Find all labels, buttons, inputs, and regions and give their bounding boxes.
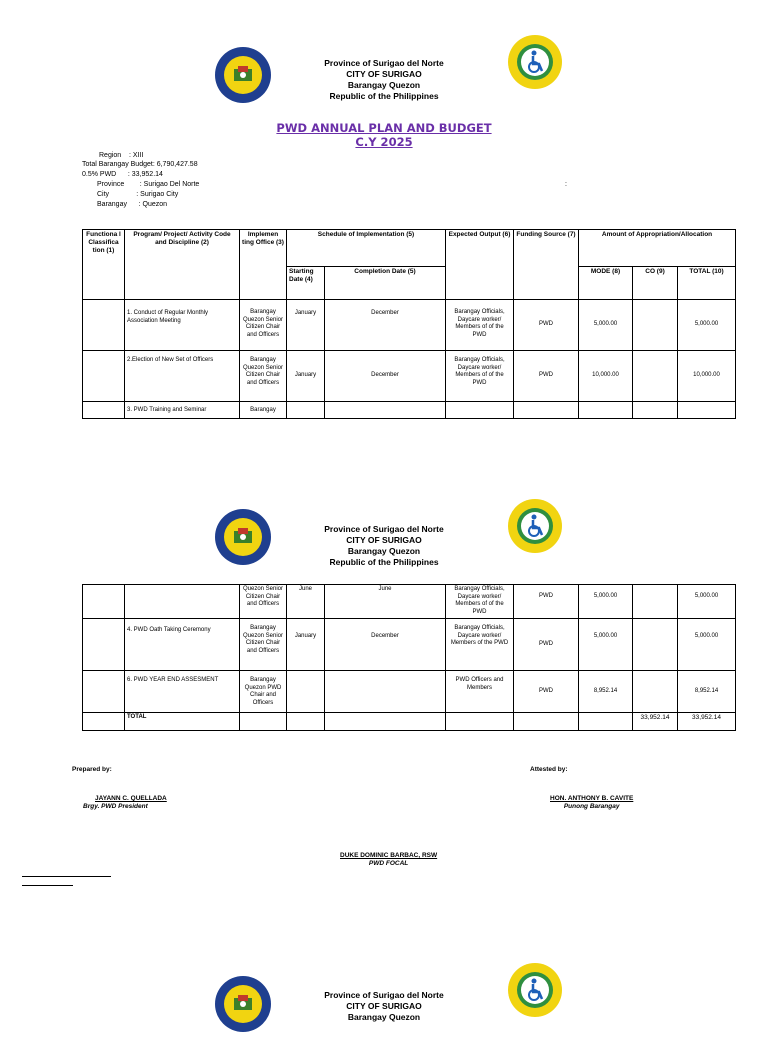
program-cell: 2.Election of New Set of Officers — [125, 351, 240, 402]
functional-cell — [83, 585, 125, 619]
header-republic: Republic of the Philippines — [329, 91, 439, 101]
header-city: CITY OF SURIGAO — [346, 1001, 422, 1011]
completion-cell: December — [325, 351, 446, 402]
co-cell — [633, 351, 678, 402]
pwd-seal-logo — [507, 34, 563, 90]
funding-cell — [514, 713, 579, 731]
functional-cell — [83, 402, 125, 419]
start-cell: January — [287, 351, 325, 402]
plan-title — [0, 121, 768, 149]
table-row — [83, 585, 736, 619]
col-functional-header: Functiona l Classifica tion (1) — [83, 230, 125, 300]
completion-cell: June — [325, 585, 446, 619]
office-cell: Quezon Senior Citizen Chair and Officers — [240, 585, 287, 619]
col-office-header: Implemen ting Office (3) — [240, 230, 287, 300]
title-line-1: PWD ANNUAL PLAN AND BUDGET — [276, 121, 492, 135]
focal-position: PWD FOCAL — [368, 860, 409, 867]
funding-cell: PWD — [514, 619, 579, 671]
col-completion-header: Completion Date (5) — [325, 267, 446, 300]
total-cell: 5,000.00 — [678, 300, 736, 351]
col-starting-header: Starting Date (4) — [287, 267, 325, 300]
completion-cell: December — [325, 300, 446, 351]
office-cell: Barangay Quezon PWD Chair and Officers — [240, 671, 287, 713]
functional-cell — [83, 619, 125, 671]
co-cell — [633, 585, 678, 619]
col-mode-header: MODE (8) — [579, 267, 633, 300]
col-funding-header: Funding Source (7) — [514, 230, 579, 300]
attested-name: HON. ANTHONY B. CAVITE — [550, 795, 634, 802]
start-cell — [287, 713, 325, 731]
prepared-signatory — [83, 795, 167, 811]
output-cell: Barangay Officials, Daycare worker/ Members of of the PWD — [446, 351, 514, 402]
header-province: Province of Surigao del Norte — [324, 58, 444, 68]
mode-cell: 8,952.14 — [579, 671, 633, 713]
table-row — [83, 619, 736, 671]
funding-cell: PWD — [514, 351, 579, 402]
total-cell: 5,000.00 — [678, 585, 736, 619]
header-province: Province of Surigao del Norte — [324, 990, 444, 1000]
col-schedule-header: Schedule of Implementation (5) — [287, 230, 446, 267]
pwd-share-line: 0.5% PWD : 33,952.14 — [82, 171, 163, 178]
program-cell: 6. PWD YEAR END ASSESMENT — [125, 671, 240, 713]
output-cell — [446, 713, 514, 731]
signature-line — [22, 876, 111, 877]
mode-cell — [579, 402, 633, 419]
attested-position: Punong Barangay — [563, 803, 620, 810]
barangay-line: Barangay : Quezon — [97, 201, 168, 208]
output-cell: PWD Officers and Members — [446, 671, 514, 713]
table-row — [83, 402, 736, 419]
focal-signatory — [340, 852, 437, 868]
prepared-position: Brgy. PWD President — [83, 803, 148, 810]
col-co-header: CO (9) — [633, 267, 678, 300]
co-cell — [633, 300, 678, 351]
prepared-by-label: Prepared by: — [72, 766, 112, 773]
output-cell: Barangay Officials, Daycare worker/ Members of of the PWD — [446, 300, 514, 351]
table-row — [83, 351, 736, 402]
total-cell — [678, 402, 736, 419]
funding-cell — [514, 402, 579, 419]
plan-table-page1 — [82, 229, 736, 419]
col-amount-header: Amount of Appropriation/Allocation — [579, 230, 736, 267]
focal-name: DUKE DOMINIC BARBAC, RSW — [340, 852, 438, 859]
funding-cell: PWD — [514, 585, 579, 619]
page3-header — [0, 990, 768, 1023]
mode-cell: 5,000.00 — [579, 585, 633, 619]
mode-cell: 5,000.00 — [579, 300, 633, 351]
header-city: CITY OF SURIGAO — [346, 69, 422, 79]
co-cell — [633, 671, 678, 713]
col-output-header: Expected Output (6) — [446, 230, 514, 300]
stray-colon: : — [565, 181, 567, 188]
page2-header — [0, 524, 768, 568]
attested-signatory — [550, 795, 633, 811]
prepared-name: JAYANN C. QUELLADA — [95, 795, 167, 802]
completion-cell — [325, 402, 446, 419]
header-barangay: Barangay Quezon — [347, 1012, 421, 1022]
total-co-cell: 33,952.14 — [633, 713, 678, 731]
start-cell: January — [287, 619, 325, 671]
table-row — [83, 300, 736, 351]
program-cell: 1. Conduct of Regular Monthly Association Meeting — [125, 300, 240, 351]
co-cell — [633, 619, 678, 671]
functional-cell — [83, 671, 125, 713]
attested-by-label: Attested by: — [530, 766, 568, 773]
header-city: CITY OF SURIGAO — [346, 535, 422, 545]
completion-cell — [325, 671, 446, 713]
header-republic: Republic of the Philippines — [329, 557, 439, 567]
mode-cell: 10,000.00 — [579, 351, 633, 402]
office-cell: Barangay Quezon Senior Citizen Chair and Officers — [240, 351, 287, 402]
grand-total-cell: 33,952.14 — [678, 713, 736, 731]
col-total-header: TOTAL (10) — [678, 267, 736, 300]
col-program-header: Program/ Project/ Activity Code and Discipline (2) — [125, 230, 240, 300]
output-cell: Barangay Officials, Daycare worker/ Members of of the PWD — [446, 585, 514, 619]
functional-cell — [83, 713, 125, 731]
office-cell: Barangay Quezon Senior Citizen Chair and Officers — [240, 619, 287, 671]
output-cell: Barangay Officials, Daycare worker/ Members of the PWD — [446, 619, 514, 671]
start-cell: January — [287, 300, 325, 351]
signature-line-short — [22, 885, 73, 886]
program-cell — [125, 585, 240, 619]
functional-cell — [83, 300, 125, 351]
header-barangay: Barangay Quezon — [347, 80, 421, 90]
start-cell — [287, 402, 325, 419]
funding-cell: PWD — [514, 300, 579, 351]
pwd-seal-logo — [507, 498, 563, 554]
page1-header — [0, 58, 768, 102]
co-cell — [633, 402, 678, 419]
total-cell: 8,952.14 — [678, 671, 736, 713]
header-province: Province of Surigao del Norte — [324, 524, 444, 534]
completion-cell: December — [325, 619, 446, 671]
total-cell: 10,000.00 — [678, 351, 736, 402]
plan-table-page2 — [82, 584, 736, 731]
header-barangay: Barangay Quezon — [347, 546, 421, 556]
program-cell: 4. PWD Oath Taking Ceremony — [125, 619, 240, 671]
total-budget-line: Total Barangay Budget: 6,790,427.58 — [82, 161, 198, 168]
total-cell: 5,000.00 — [678, 619, 736, 671]
mode-cell: 5,000.00 — [579, 619, 633, 671]
office-cell: Barangay Quezon Senior Citizen Chair and Officers — [240, 300, 287, 351]
funding-cell: PWD — [514, 671, 579, 713]
total-row — [83, 713, 736, 731]
completion-cell — [325, 713, 446, 731]
pwd-seal-logo — [507, 962, 563, 1018]
start-cell: June — [287, 585, 325, 619]
region-line: Region : XIII — [99, 152, 144, 159]
table-row — [83, 671, 736, 713]
start-cell — [287, 671, 325, 713]
title-line-2: C.Y 2025 — [355, 135, 413, 149]
office-cell — [240, 713, 287, 731]
total-label: TOTAL — [125, 713, 240, 731]
mode-cell — [579, 713, 633, 731]
output-cell — [446, 402, 514, 419]
office-cell: Barangay — [240, 402, 287, 419]
province-line: Province : Surigao Del Norte — [97, 181, 200, 188]
functional-cell — [83, 351, 125, 402]
program-cell: 3. PWD Training and Seminar — [125, 402, 240, 419]
city-line: City : Surigao City — [97, 191, 179, 198]
